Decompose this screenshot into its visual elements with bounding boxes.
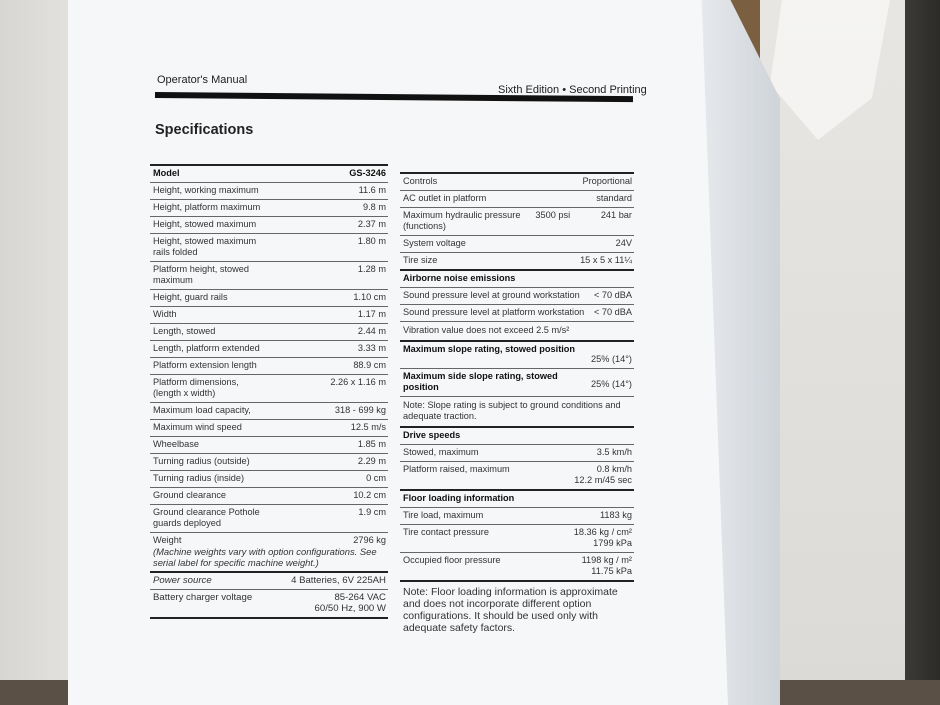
side-slope-row (400, 368, 634, 396)
drive-row-value-1: 3.5 km/h (596, 447, 632, 457)
slope-value: 25% (14°) (591, 354, 632, 364)
slope-note: Note: Slope rating is subject to ground conditions and adequate traction. (400, 396, 634, 426)
floor-row (400, 507, 634, 524)
weight-label: Weight (153, 535, 182, 545)
spec-row-right (400, 207, 634, 235)
charger-value-2: 60/50 Hz, 900 W (314, 603, 386, 614)
spec-row-right-value-group (596, 193, 632, 204)
spec-row-right-value-group (601, 210, 632, 221)
spec-row-right-value-1: 24V (615, 238, 632, 248)
side-slope-label: Maximum side slope rating, stowed position (403, 371, 558, 392)
noise-row (400, 304, 634, 321)
weight-value: 2796 kg (353, 535, 386, 545)
spec-row-label: Maximum load capacity, (153, 405, 251, 415)
spec-row-value-group (358, 507, 386, 518)
vibration-note: Vibration value does not exceed 2.5 m/s² (400, 321, 634, 340)
noise-row-label: Sound pressure level at platform workstation (403, 307, 585, 317)
page-title: Specifications (155, 122, 254, 138)
spec-row-label: Width (153, 309, 177, 319)
floor-note: Note: Floor loading information is approximate and does not incorporate different option configurations. It should be used only with adequate safety factors. (400, 580, 634, 638)
noise-row-value-group (594, 290, 632, 301)
spec-row-value-group (358, 309, 386, 320)
spec-row-right-value-group (582, 176, 632, 187)
spec-row-right-value-1: standard (596, 193, 632, 203)
spec-row-right-label: Controls (403, 176, 438, 186)
spec-table-left (150, 164, 388, 619)
spec-row-label: Platform dimensions, (length x width) (153, 377, 239, 398)
spec-row-right-value-1: 241 bar (600, 210, 632, 220)
noise-row (400, 287, 634, 304)
spec-row-value-group (353, 360, 386, 371)
spec-row-label: Wheelbase (153, 439, 199, 449)
spec-row-value-group (358, 456, 386, 467)
left-end-rule (150, 617, 388, 619)
spec-row-value-1: 2.44 m (357, 326, 386, 336)
noise-row-value-1: < 70 dBA (593, 307, 632, 317)
weight-row (150, 532, 388, 571)
floor-row-value-group (582, 555, 632, 577)
spec-row-label: Turning radius (inside) (153, 473, 245, 483)
drive-row-label: Platform raised, maximum (403, 464, 510, 474)
noise-row-value-group (594, 307, 632, 318)
spec-row-right-value-1: 15 x 5 x 11¼ (580, 255, 632, 265)
spec-row-label: Height, guard rails (153, 292, 228, 302)
slope-row (400, 340, 634, 368)
spec-row-label: Platform extension length (153, 360, 257, 370)
spec-row-value-1: 318 - 699 kg (334, 405, 386, 415)
header-manual-title: Operator's Manual (157, 74, 248, 86)
spec-row (150, 289, 388, 306)
spec-row-label: Height, working maximum (153, 185, 259, 195)
table-header-row (150, 164, 388, 182)
drive-row (400, 444, 634, 461)
spec-row-label: Height, platform maximum (153, 202, 261, 212)
charger-label: Battery charger voltage (153, 592, 253, 603)
spec-row (150, 470, 388, 487)
floor-row-label: Occupied floor pressure (403, 555, 501, 565)
weight-note: (Machine weights vary with option configurations. See serial label for specific machine weight.) (153, 546, 377, 568)
drive-row-value-group (597, 447, 632, 458)
spec-row-right-mid: 3500 psi (535, 210, 571, 220)
power-row (150, 571, 388, 589)
spec-row-value-group (363, 202, 386, 213)
header-edition: Sixth Edition • Second Printing (498, 84, 647, 96)
spec-row-value-group (353, 490, 386, 501)
charger-value-1: 85-264 VAC (334, 592, 386, 603)
floor-row-value-1: 1183 kg (599, 510, 632, 520)
spec-row (150, 306, 388, 323)
spec-row-value-1: 1.10 cm (353, 292, 386, 302)
spec-row-label: Ground clearance (153, 490, 227, 500)
spec-row (150, 216, 388, 233)
slope-label: Maximum slope rating, stowed position (403, 344, 576, 354)
spec-row-value-1: 1.85 m (357, 439, 386, 449)
right-top-rows (400, 172, 634, 269)
spec-row-right-label: Maximum hydraulic pressure (functions) (403, 210, 521, 231)
spec-row-right (400, 252, 634, 269)
spec-row (150, 504, 388, 532)
noise-rows (400, 287, 634, 321)
spec-row (150, 261, 388, 289)
spec-row-value-1: 12.5 m/s (350, 422, 386, 432)
spec-row-right-value-group (616, 238, 632, 249)
noise-row-value-1: < 70 dBA (593, 290, 632, 300)
spec-row-value-group (366, 473, 386, 484)
spec-row-value-1: 1.80 m (357, 236, 386, 246)
spec-row-value-group (335, 405, 386, 416)
power-value: 4 Batteries, 6V 225AH (291, 575, 386, 586)
floor-row-label: Tire load, maximum (403, 510, 484, 520)
spec-row-label: Height, stowed maximum (153, 219, 257, 229)
floor-rows (400, 507, 634, 580)
spec-row-right-label: System voltage (403, 238, 466, 248)
spec-row (150, 419, 388, 436)
floor-row (400, 552, 634, 580)
spec-row-value-group (358, 219, 386, 230)
spec-row (150, 340, 388, 357)
drive-row-value-2: 12.2 m/45 sec (574, 475, 632, 485)
spec-row (150, 487, 388, 504)
spec-row (150, 436, 388, 453)
spec-row-value-group (330, 377, 386, 388)
spec-row-label: Maximum wind speed (153, 422, 242, 432)
spec-row-label: Length, stowed (153, 326, 216, 336)
spec-row-value-1: 1.17 m (357, 309, 386, 319)
spec-row-value-group (359, 185, 386, 196)
spec-row-right-label: AC outlet in platform (403, 193, 487, 203)
spec-row-right (400, 172, 634, 190)
noise-section-title: Airborne noise emissions (400, 269, 634, 287)
spec-row-value-group (358, 264, 386, 275)
spec-row-right-value-group (580, 255, 632, 266)
spec-row-label: Platform height, stowed maximum (153, 264, 250, 285)
spec-row (150, 374, 388, 402)
spec-row-value-group (353, 292, 386, 303)
dark-edge (905, 0, 940, 705)
drive-row-value-group (574, 464, 632, 486)
spec-row-value-1: 2.26 x 1.16 m (330, 377, 386, 387)
noise-row-label: Sound pressure level at ground workstation (403, 290, 580, 300)
spec-row-value-1: 9.8 m (363, 202, 386, 212)
floor-row-value-group (574, 527, 632, 549)
spec-row-value-1: 10.2 cm (353, 490, 386, 500)
drive-row (400, 461, 634, 489)
spec-row (150, 402, 388, 419)
floor-row-label: Tire contact pressure (403, 527, 489, 537)
spec-row-label: Length, platform extended (153, 343, 260, 353)
spec-row-value-group (351, 422, 386, 433)
spec-row-value-1: 2.37 m (357, 219, 386, 229)
charger-row (150, 589, 388, 617)
floor-section-title: Floor loading information (400, 489, 634, 507)
spec-row (150, 182, 388, 199)
spec-row (150, 453, 388, 470)
spec-row-label: Turning radius (outside) (153, 456, 250, 466)
spec-row-value-group (358, 326, 386, 337)
spec-row (150, 233, 388, 261)
floor-row (400, 524, 634, 552)
spec-row-value-1: 3.33 m (357, 343, 386, 353)
side-slope-value: 25% (14°) (591, 379, 632, 389)
spec-row-value-group (358, 343, 386, 354)
drive-section-title: Drive speeds (400, 426, 634, 444)
spec-row-value-group (358, 236, 386, 247)
spec-row-value-group (358, 439, 386, 450)
spec-row-value-1: 1.28 m (357, 264, 386, 274)
spec-row (150, 357, 388, 374)
spec-row (150, 323, 388, 340)
spec-row-value-1: 11.6 m (358, 185, 386, 195)
drive-rows (400, 444, 634, 489)
floor-row-value-1: 1198 kg / m² (581, 555, 632, 565)
drive-row-value-1: 0.8 km/h (596, 464, 632, 474)
power-label: Power source (153, 575, 212, 586)
spec-row-right (400, 190, 634, 207)
drive-row-label: Stowed, maximum (403, 447, 479, 457)
model-value: GS-3246 (349, 168, 386, 178)
model-label: Model (153, 168, 180, 178)
spec-row-label: Height, stowed maximum rails folded (153, 236, 257, 257)
spec-row-value-1: 88.9 cm (353, 360, 386, 370)
floor-row-value-2: 1799 kPa (593, 538, 632, 548)
spec-row-value-1: 2.29 m (357, 456, 386, 466)
spec-row-right-value-1: Proportional (582, 176, 632, 186)
spec-row-value-1: 1.9 cm (358, 507, 386, 517)
spec-row-value-1: 0 cm (366, 473, 386, 483)
floor-row-value-1: 18.36 kg / cm² (573, 527, 632, 537)
left-rows (150, 182, 388, 532)
floor-row-value-group (600, 510, 632, 521)
spec-row-label: Ground clearance Pothole guards deployed (153, 507, 260, 528)
spec-row-right-label: Tire size (403, 255, 438, 265)
spec-table-right (400, 172, 634, 638)
floor-row-value-2: 11.75 kPa (591, 566, 632, 576)
spec-row (150, 199, 388, 216)
spec-row-right (400, 235, 634, 252)
